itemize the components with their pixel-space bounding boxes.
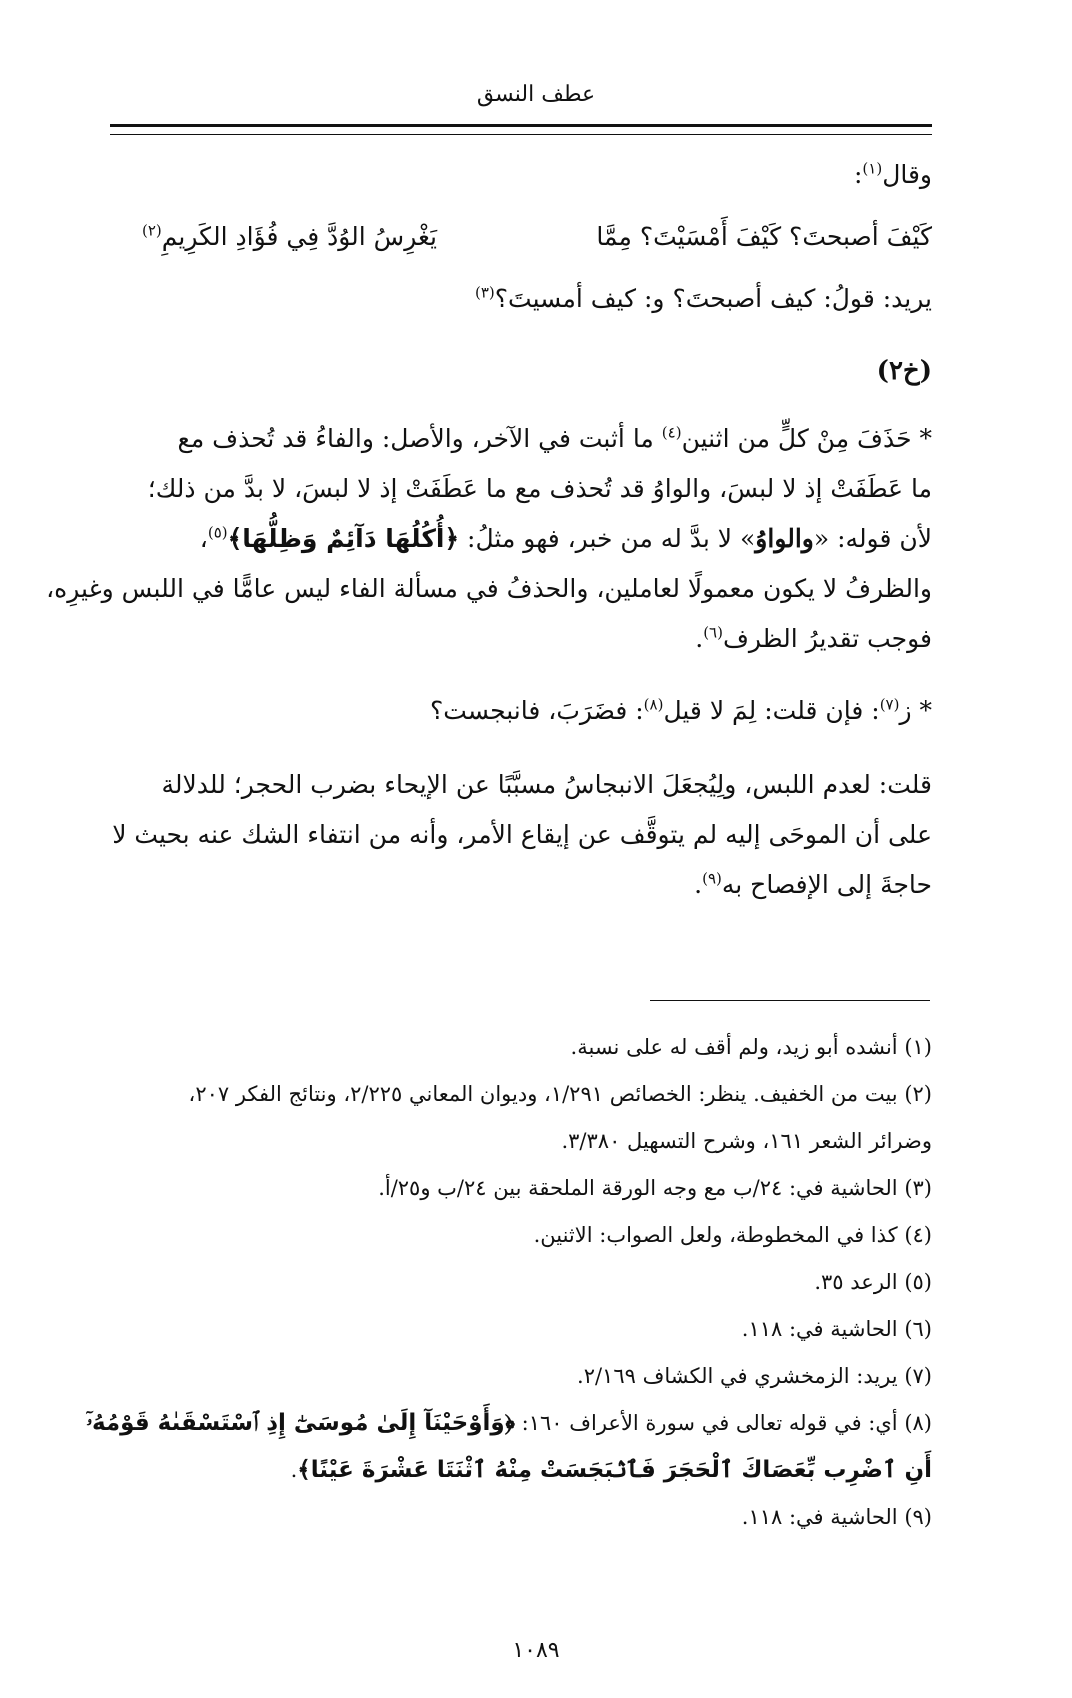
footnote-ref: (٢) [142, 221, 162, 240]
header-rule-thick [110, 124, 932, 127]
quran-quote: أَنِ ٱضْرِب بِّعَصَاكَ ٱلْحَجَرَ فَٱنۢبَجَسَتْ مِنْهُ ٱثْنَتَا عَشْرَةَ عَيْنًا﴾ [297, 1457, 932, 1483]
paragraph-line: قلت: لعدم اللبس، ولِيُجعَلَ الانبجاسُ مسبَّبًا عن الإيحاء بضرب الحجر؛ للدلالة [161, 770, 932, 799]
section-heading: (خ٢) [876, 356, 932, 386]
footnote-ref: (١) [862, 159, 883, 178]
footnotes [86, 1024, 932, 1541]
footnote-7: (٧) يريد: الزمخشري في الكشاف ٢/١٦٩. [577, 1364, 932, 1388]
paragraph-3 [112, 760, 932, 910]
text-run: ما أثبت في الآخر، والأصل: والفاءُ قد تُحذف مع [177, 424, 662, 453]
paragraph-2 [430, 696, 932, 725]
footnote-separator [650, 1000, 930, 1001]
footnote-4: (٤) كذا في المخطوطة، ولعل الصواب: الاثنين. [533, 1223, 932, 1247]
footnote-ref: (٩) [702, 869, 722, 888]
footnote-8-continued [132, 1447, 932, 1494]
explanation-text: يريد: قولُ: كيف أصبحتَ؟ و: كيف أمسيتَ؟ [494, 284, 932, 313]
footnote-ref: (٧) [879, 695, 900, 714]
text-run: فوجب تقديرُ الظرف [722, 624, 932, 653]
paragraph-line: على أن الموحَى إليه لم يتوقَّف عن إيقاع الأمر، وأنه من انتفاء الشك عنه بحيث لا [112, 820, 932, 849]
verse-first-hemistich: كَيْفَ أصبحتَ؟ كَيْفَ أَمْسَيْتَ؟ مِمَّا [596, 222, 932, 251]
paragraph-1 [46, 414, 932, 664]
intro-colon: : [853, 160, 863, 189]
text-run: حاجةَ إلى الإفصاح به [721, 870, 932, 899]
verse-second-text: يَغْرِسُ الوُدَّ فِي فُؤَادِ الكَرِيمِ [161, 222, 438, 251]
text-run: : فإن قلت: لِمَ لا قيل [663, 696, 880, 725]
page-number: ١٠٨٩ [512, 1638, 560, 1663]
footnote-ref: (٥) [207, 523, 228, 542]
footnote-6: (٦) الحاشية في: ١١٨. [741, 1317, 932, 1341]
footnote-ref: (٤) [661, 423, 682, 442]
bold-term: والواوُ [755, 524, 814, 553]
text-run: * ز [899, 696, 932, 725]
footnote-3: (٣) الحاشية في: ٢٤/ب مع وجه الورقة الملحقة بين ٢٤/ب و٢٥/أ. [378, 1176, 932, 1200]
explanation-line [475, 284, 932, 313]
footnote-ref: (٨) [643, 695, 664, 714]
footnote-2-continued: وضرائر الشعر ١٦١، وشرح التسهيل ٣/٣٨٠. [561, 1129, 932, 1153]
running-header: عطف النسق [476, 82, 596, 107]
footnote-8 [86, 1400, 932, 1447]
verse-second-hemistich [142, 222, 437, 251]
footnote-5: (٥) الرعد ٣٥. [814, 1270, 932, 1294]
intro-text: وقال [882, 160, 932, 189]
paragraph-line [142, 514, 932, 564]
footnote-ref: (٦) [703, 623, 723, 642]
text-run: ، [199, 524, 208, 553]
header-rule-thin [110, 134, 932, 135]
quran-quote: ﴿وَأَوْحَيْنَآ إِلَىٰ مُوسَىٰٓ إِذِ ٱسْتَسْقَىٰهُ قَوْمُهُۥٓ [86, 1410, 515, 1436]
text-run: » لا بدَّ له من خبر، فهو مثلُ: [459, 524, 756, 553]
text-run: (٨) أي: في قوله تعالى في سورة الأعراف ١٦٠: [514, 1411, 932, 1435]
text-run: * حَذَفَ مِنْ كلٍّ من اثنين [681, 424, 932, 453]
paragraph-line [142, 414, 932, 464]
paragraph-line [142, 860, 932, 910]
paragraph-line: والظرفُ لا يكون معمولًا لعاملين، والحذفُ في مسألة الفاء ليس عامًّا في اللبس وغيرِه، [46, 574, 932, 603]
footnote-9: (٩) الحاشية في: ١١٨. [741, 1505, 932, 1529]
text-run: . [694, 870, 703, 899]
poetry-verse [142, 222, 932, 251]
footnote-ref: (٣) [475, 283, 495, 302]
text-run: . [290, 1458, 298, 1482]
text-run: لأن قوله: « [813, 524, 932, 553]
paragraph-line: ما عَطَفَتْ إذ لا لبسَ، والواوُ قد تُحذف مع ما عَطَفَتْ إذ لا لبسَ، لا بدَّ من ذلك؛ [147, 474, 932, 503]
text-run: . [695, 624, 704, 653]
quran-quote: ﴿أُكُلُهَا دَآئِمٌ وَظِلُّهَا﴾ [227, 524, 460, 553]
footnote-2: (٢) بيت من الخفيف. ينظر: الخصائص ١/٢٩١، وديوان المعاني ٢/٢٢٥، ونتائج الفكر ٢٠٧، [188, 1082, 932, 1106]
footnote-1: (١) أنشده أبو زيد، ولم أقف له على نسبة. [570, 1035, 932, 1059]
paragraph-line [142, 614, 932, 664]
text-run: : فضَرَبَ، فانبجست؟ [430, 696, 644, 725]
intro-line [854, 160, 932, 189]
